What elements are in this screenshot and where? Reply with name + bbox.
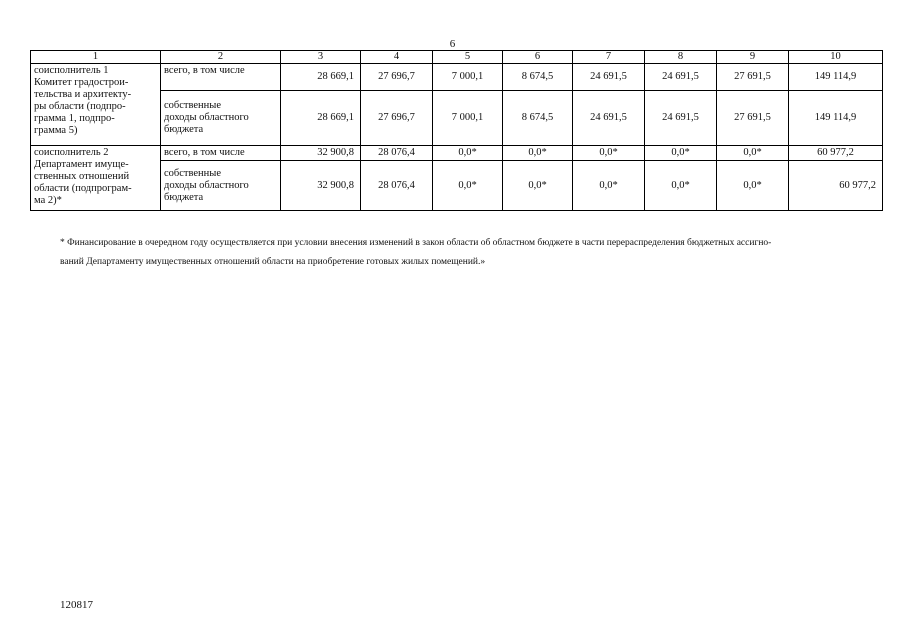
funding-source-line: бюджета (164, 191, 204, 203)
value-cell: 0,0* (645, 161, 717, 211)
executor-name-line: грамма 5) (34, 125, 78, 136)
value-cell: 28 669,1 (281, 91, 361, 146)
column-header: 2 (161, 51, 281, 64)
value-cell: 8 674,5 (503, 64, 573, 91)
table-header-row (31, 51, 883, 64)
value-cell: 8 674,5 (503, 91, 573, 146)
value-cell: 60 977,2 (789, 146, 883, 161)
executor-name-line: ственных отношений (34, 171, 130, 182)
column-header: 10 (789, 51, 883, 64)
column-header: 3 (281, 51, 361, 64)
value-cell: 24 691,5 (645, 64, 717, 91)
value-cell: 149 114,9 (789, 64, 883, 91)
value-cell: 28 076,4 (361, 161, 433, 211)
value-cell: 27 691,5 (717, 64, 789, 91)
column-header: 6 (503, 51, 573, 64)
executor-name-line: соисполнитель 2 (34, 147, 109, 158)
value-cell: 0,0* (645, 146, 717, 161)
funding-source-line: бюджета (164, 124, 204, 135)
column-header: 4 (361, 51, 433, 64)
funding-source-cell (161, 64, 281, 91)
page-number: 6 (449, 38, 456, 50)
document-code: 120817 (60, 599, 93, 611)
value-cell: 0,0* (717, 146, 789, 161)
value-cell: 0,0* (503, 161, 573, 211)
value-cell: 24 691,5 (573, 91, 645, 146)
footnote (60, 234, 880, 272)
column-header: 9 (717, 51, 789, 64)
funding-source-cell (161, 161, 281, 211)
value-cell: 27 691,5 (717, 91, 789, 146)
footnote-line: ваний Департаменту имущественных отношений области на приобретение готовых жилых помещений.» (60, 257, 486, 267)
value-cell: 27 696,7 (361, 91, 433, 146)
executor-name-line: ма 2)* (34, 195, 62, 206)
column-header: 7 (573, 51, 645, 64)
value-cell: 0,0* (503, 146, 573, 161)
funding-source-cell (161, 91, 281, 146)
value-cell: 149 114,9 (789, 91, 883, 146)
funding-source-line: собственные (164, 100, 222, 111)
column-header: 1 (31, 51, 161, 64)
footnote-line: * Финансирование в очередном году осуществляется при условии внесения изменений в закон области об областном бюджете в части перераспределения бюджетных ассигно- (60, 238, 772, 248)
value-cell: 60 977,2 (789, 161, 883, 211)
funding-source-line: всего, в том числе (164, 65, 245, 76)
value-cell: 0,0* (717, 161, 789, 211)
value-cell: 0,0* (573, 161, 645, 211)
budget-table (30, 50, 883, 211)
value-cell: 0,0* (433, 161, 503, 211)
executor-name-line: области (подпрограм- (34, 183, 132, 194)
value-cell: 28 669,1 (281, 64, 361, 91)
value-cell: 7 000,1 (433, 91, 503, 146)
column-header: 5 (433, 51, 503, 64)
executor-name-line: ры области (подпро- (34, 101, 126, 112)
executor-name-line: Комитет градострои- (34, 77, 129, 88)
value-cell: 32 900,8 (281, 161, 361, 211)
value-cell: 27 696,7 (361, 64, 433, 91)
value-cell: 32 900,8 (281, 146, 361, 161)
table-row (31, 146, 883, 161)
value-cell: 24 691,5 (573, 64, 645, 91)
value-cell: 24 691,5 (645, 91, 717, 146)
funding-source-cell (161, 146, 281, 161)
table-row (31, 64, 883, 91)
executor-name-line: Департамент имуще- (34, 159, 129, 170)
funding-source-line: доходы областного (164, 112, 249, 123)
value-cell: 0,0* (433, 146, 503, 161)
value-cell: 28 076,4 (361, 146, 433, 161)
funding-source-line: собственные (164, 167, 222, 179)
executor-name-cell (31, 64, 161, 146)
executor-name-cell (31, 146, 161, 211)
executor-name-line: грамма 1, подпро- (34, 113, 115, 124)
executor-name-line: тельства и архитекту- (34, 89, 132, 100)
funding-source-line: всего, в том числе (164, 147, 245, 158)
value-cell: 7 000,1 (433, 64, 503, 91)
value-cell: 0,0* (573, 146, 645, 161)
funding-source-line: доходы областного (164, 179, 249, 191)
executor-name-line: соисполнитель 1 (34, 65, 109, 76)
column-header: 8 (645, 51, 717, 64)
